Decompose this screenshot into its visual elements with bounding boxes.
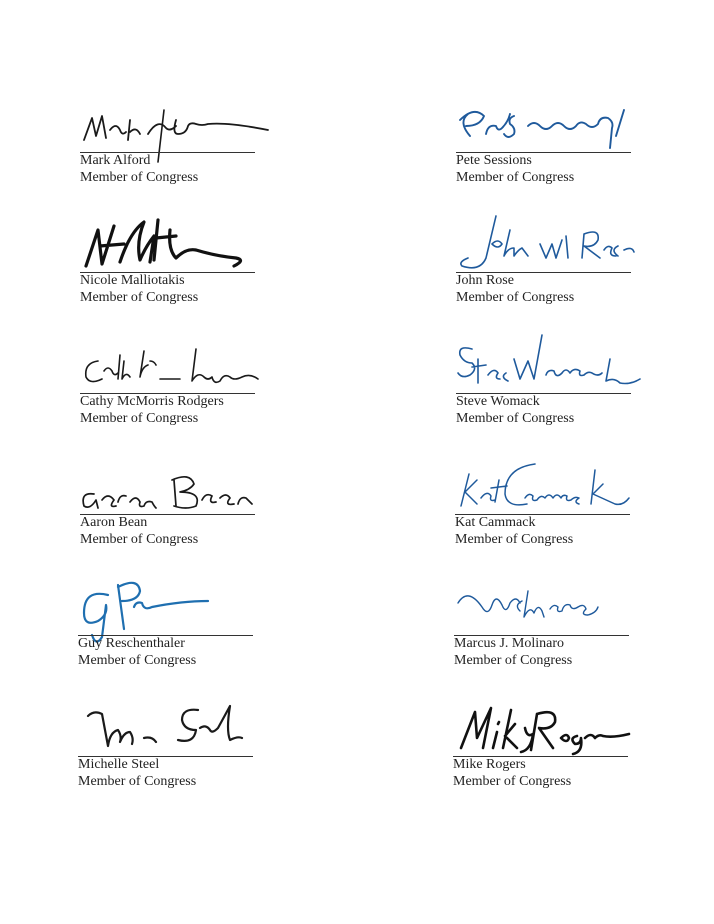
- signature-marcus-j-molinaro: [454, 573, 634, 635]
- signature-block-michelle-steel: [78, 694, 258, 804]
- signer-title: Member of Congress: [453, 774, 572, 789]
- signer-name: Kat Cammack: [455, 515, 536, 530]
- signature-mark-alford: [80, 90, 260, 152]
- signature-block-marcus-j-molinaro: [454, 573, 634, 683]
- signature-block-mark-alford: [80, 90, 260, 200]
- signer-title: Member of Congress: [456, 290, 575, 305]
- signature-nicole-malliotakis: [80, 210, 260, 272]
- signer-name: John Rose: [456, 273, 514, 288]
- signer-name: Guy Reschenthaler: [78, 636, 185, 651]
- signature-aaron-bean: [80, 452, 260, 514]
- signature-block-john-rose: [456, 210, 636, 320]
- signer-title: Member of Congress: [456, 411, 575, 426]
- signature-john-rose: [456, 210, 636, 272]
- signature-block-kat-cammack: [455, 452, 635, 562]
- signature-block-mike-rogers: [453, 694, 633, 804]
- signer-name: Mark Alford: [80, 153, 151, 168]
- signature-block-nicole-malliotakis: [80, 210, 260, 320]
- signer-name: Cathy McMorris Rodgers: [80, 394, 224, 409]
- signer-name: Marcus J. Molinaro: [454, 636, 565, 651]
- signer-name: Michelle Steel: [78, 757, 160, 772]
- signature-mike-rogers: [453, 694, 633, 756]
- signer-title: Member of Congress: [80, 532, 199, 547]
- signer-title: Member of Congress: [456, 170, 575, 185]
- signature-block-steve-womack: [456, 331, 636, 441]
- signer-title: Member of Congress: [80, 290, 199, 305]
- signer-title: Member of Congress: [80, 170, 199, 185]
- signer-title: Member of Congress: [455, 532, 574, 547]
- signature-block-pete-sessions: [456, 90, 636, 200]
- signer-name: Nicole Malliotakis: [80, 273, 185, 288]
- signature-steve-womack: [456, 331, 636, 393]
- signer-title: Member of Congress: [78, 653, 197, 668]
- signature-pete-sessions: [456, 90, 636, 152]
- signature-michelle-steel: [78, 694, 258, 756]
- signature-block-guy-reschenthaler: [78, 573, 258, 683]
- signer-title: Member of Congress: [78, 774, 197, 789]
- signature-block-cathy-mcmorris-rodgers: [80, 331, 260, 441]
- signature-cathy-mcmorris-rodgers: [80, 331, 260, 393]
- signer-title: Member of Congress: [454, 653, 573, 668]
- signature-kat-cammack: [455, 452, 635, 514]
- signature-block-aaron-bean: [80, 452, 260, 562]
- signer-name: Pete Sessions: [456, 153, 532, 168]
- signature-guy-reschenthaler: [78, 573, 258, 635]
- signer-name: Mike Rogers: [453, 757, 526, 772]
- signer-name: Steve Womack: [456, 394, 540, 409]
- signer-title: Member of Congress: [80, 411, 199, 426]
- signer-name: Aaron Bean: [80, 515, 148, 530]
